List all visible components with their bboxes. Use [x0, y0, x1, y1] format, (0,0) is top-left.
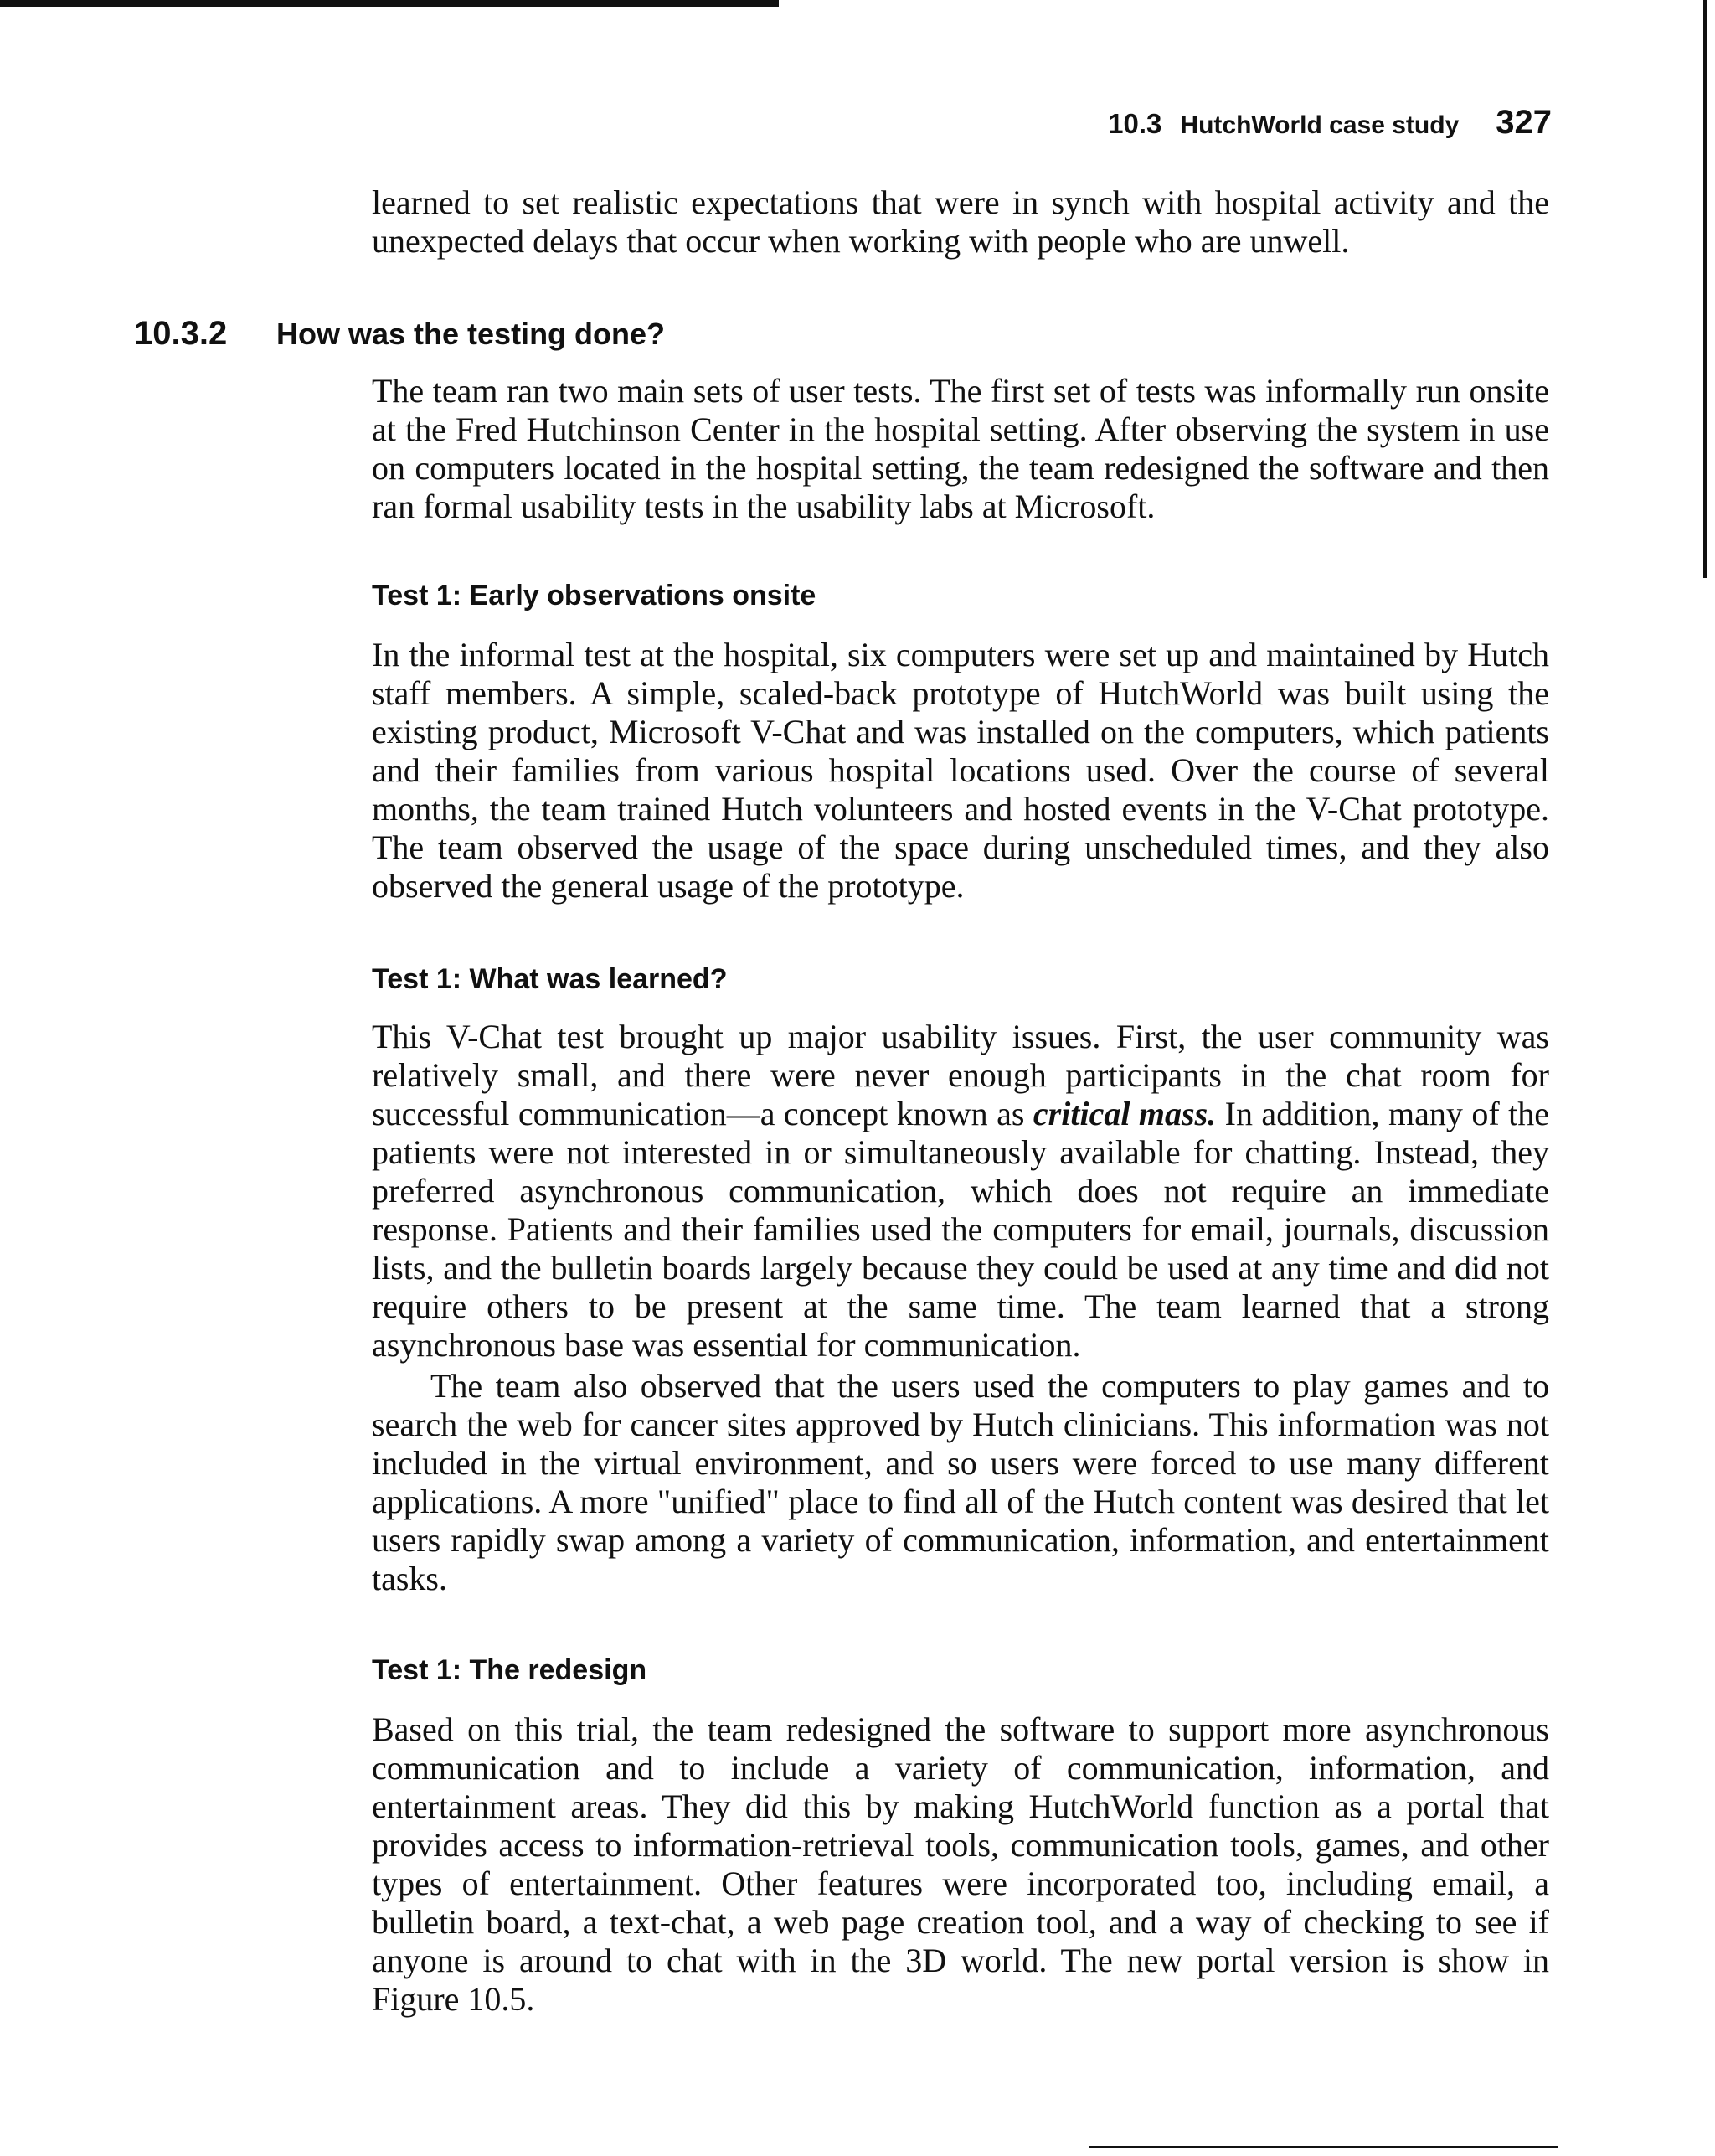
- top-rule: [0, 0, 779, 7]
- section-heading-number: 10.3.2: [134, 315, 228, 352]
- paragraph-usability-issues-end: In addition, many of the patients were not interested in or simultaneously available for chatting. Instead, they preferred asynchronous communication, which does not require an immediate response. Patients and their families used the computers for email, journals, discussion lists, and the bulletin boards largely because they could be used at any time and did not require others to be present at the same time. The team learned that a strong asynchronous base was essential for communication.: [372, 1095, 1549, 1364]
- bottom-rule: [1089, 2146, 1558, 2148]
- running-head-section-number: 10.3: [1108, 108, 1162, 139]
- margin-rule: [1703, 0, 1707, 578]
- running-head: [1108, 104, 1552, 142]
- subheading-what-was-learned: [372, 963, 727, 996]
- page-number: 327: [1496, 104, 1552, 141]
- paragraph-usability-issues-start: This V-Chat test brought up major usability issues. First, the user community was relatively small, and there were never enough participants in the chat room for successful communication—a concept known as: [372, 1018, 1549, 1132]
- paragraph-intro: learned to set realistic expectations that were in synch with hospital activity and the unexpected delays that occur when working with people who are unwell.: [372, 183, 1549, 260]
- paragraph-usability-issues: [372, 1018, 1549, 1364]
- paragraph-games-and-web: The team also observed that the users used the computers to play games and to search the web for cancer sites approved by Hutch clinicians. This information was not included in the virtual environment, and so users were forced to use many different applications. A more "unified" place to find all of the Hutch content was desired that let users rapidly swap among a variety of communication, information, and entertainment tasks.: [372, 1367, 1549, 1597]
- paragraph-testing-overview: The team ran two main sets of user tests. The first set of tests was informally run onsite at the Fred Hutchinson Center in the hospital setting. After observing the system in use on computers located in the hospital setting, the team redesigned the software and then ran formal usability tests in the usability labs at Microsoft.: [372, 372, 1549, 525]
- subheading-what-was-learned-text: Test 1: What was learned?: [372, 963, 728, 995]
- key-term-critical-mass: critical mass.: [1033, 1095, 1217, 1132]
- section-heading: [134, 315, 665, 353]
- running-head-section-title: HutchWorld case study: [1180, 111, 1460, 139]
- section-heading-title: How was the testing done?: [276, 317, 666, 351]
- paragraph-informal-test: In the informal test at the hospital, six computers were set up and maintained by Hutch staff members. A simple, scaled-back prototype of HutchWorld was built using the existing product, Microsoft V-Chat and was installed on the computers, which patients and their families from various hospital locations used. Over the course of several months, the team trained Hutch volunteers and hosted events in the V-Chat prototype. The team observed the usage of the space during unscheduled times, and they also observed the general usage of the prototype.: [372, 636, 1549, 905]
- paragraph-redesign: Based on this trial, the team redesigned the software to support more asynchronous communication and to include a variety of communication, information, and entertainment areas. They did this by making HutchWorld function as a portal that provides access to information-retrieval tools, communication tools, games, and other types of entertainment. Other features were incorporated too, including email, a bulletin board, a text-chat, a web page creation tool, and a way of checking to see if anyone is around to chat with in the 3D world. The new portal version is show in Figure 10.5.: [372, 1710, 1549, 2018]
- subheading-the-redesign: Test 1: The redesign: [372, 1654, 647, 1686]
- subheading-early-observations: Test 1: Early observations onsite: [372, 580, 816, 611]
